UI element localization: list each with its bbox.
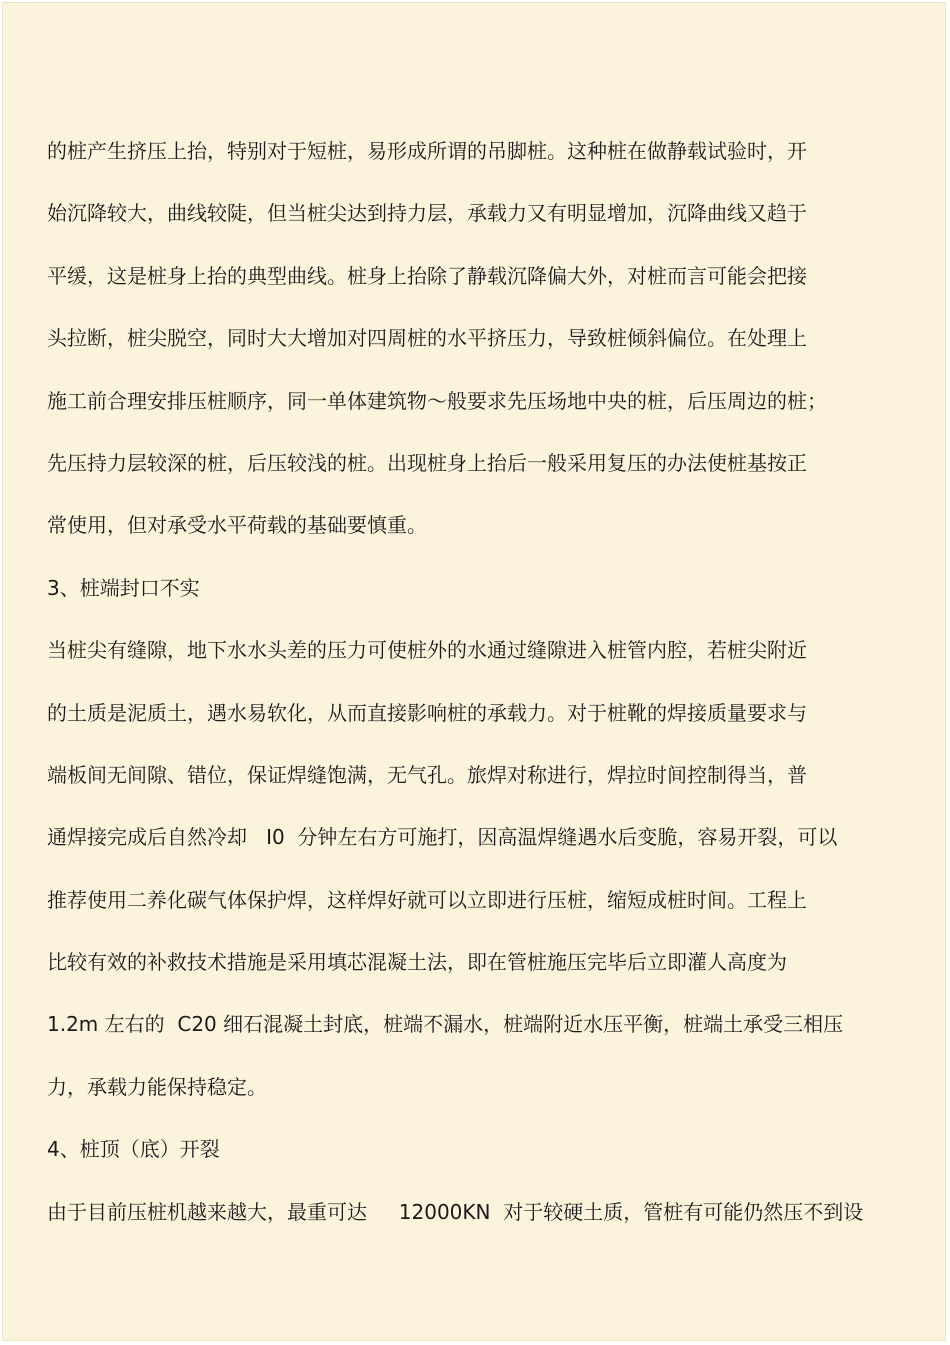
text-line: 平缓，这是桩身上抬的典型曲线。桩身上抬除了静载沉降偏大外，对桩而言可能会把接 [47,263,807,288]
text-line: 先压持力层较深的桩，后压较浅的桩。出现桩身上抬后一般采用复压的办法使桩基按正 [47,450,807,475]
text-line: 施工前合理安排压桩顺序，同一单体建筑物～般要求先压场地中央的桩，后压周边的桩； [47,388,827,413]
text-line: 的桩产生挤压上抬，特别对于短桩，易形成所谓的吊脚桩。这种桩在做静载试验时，开 [47,139,807,163]
document-body [47,131,907,1254]
text-line: 比较有效的补救技术措施是采用填芯混凝土法，即在管桩施压完毕后立即灌人高度为 [47,950,787,975]
document-page [2,2,946,1341]
text-line: 1.2m 左右的 C20 细石混凝土封底，桩端不漏水，桩端附近水压平衡，桩端土承受三相压 [47,1012,844,1037]
text-line: 推荐使用二养化碳气体保护焊，这样焊好就可以立即进行压桩，缩短成桩时间。工程上 [47,887,807,912]
text-line: 通焊接完成后自然冷却 I0 分钟左右方可施打，因高温焊缝遇水后变脆，容易开裂，可以 [47,825,838,850]
text-line: 当桩尖有缝隙，地下水水头差的压力可使桩外的水通过缝隙进入桩管内腔，若桩尖附近 [47,638,807,663]
text-line: 常使用，但对承受水平荷载的基础要慎重。 [47,513,427,538]
text-line: 始沉降较大，曲线较陡，但当桩尖达到持力层，承载力又有明显增加，沉降曲线又趋于 [47,201,807,226]
text-line: 端板间无间隙、错位，保证焊缝饱满，无气孔。旅焊对称进行，焊拉时间控制得当，普 [47,762,807,787]
section-heading: 4、桩顶（底）开裂 [47,1137,220,1162]
text-line: 力，承载力能保持稳定。 [47,1074,267,1099]
text-line: 的土质是泥质土，遇水易软化，从而直接影响桩的承载力。对于桩靴的焊接质量要求与 [47,700,807,725]
section-heading: 3、桩端封口不实 [47,575,200,600]
text-line: 由于目前压桩机越来越大，最重可达 12000KN 对于较硬土质，管桩有可能仍然压不到设 [47,1199,864,1224]
text-line: 头拉断，桩尖脱空，同时大大增加对四周桩的水平挤压力，导致桩倾斜偏位。在处理上 [47,326,807,351]
